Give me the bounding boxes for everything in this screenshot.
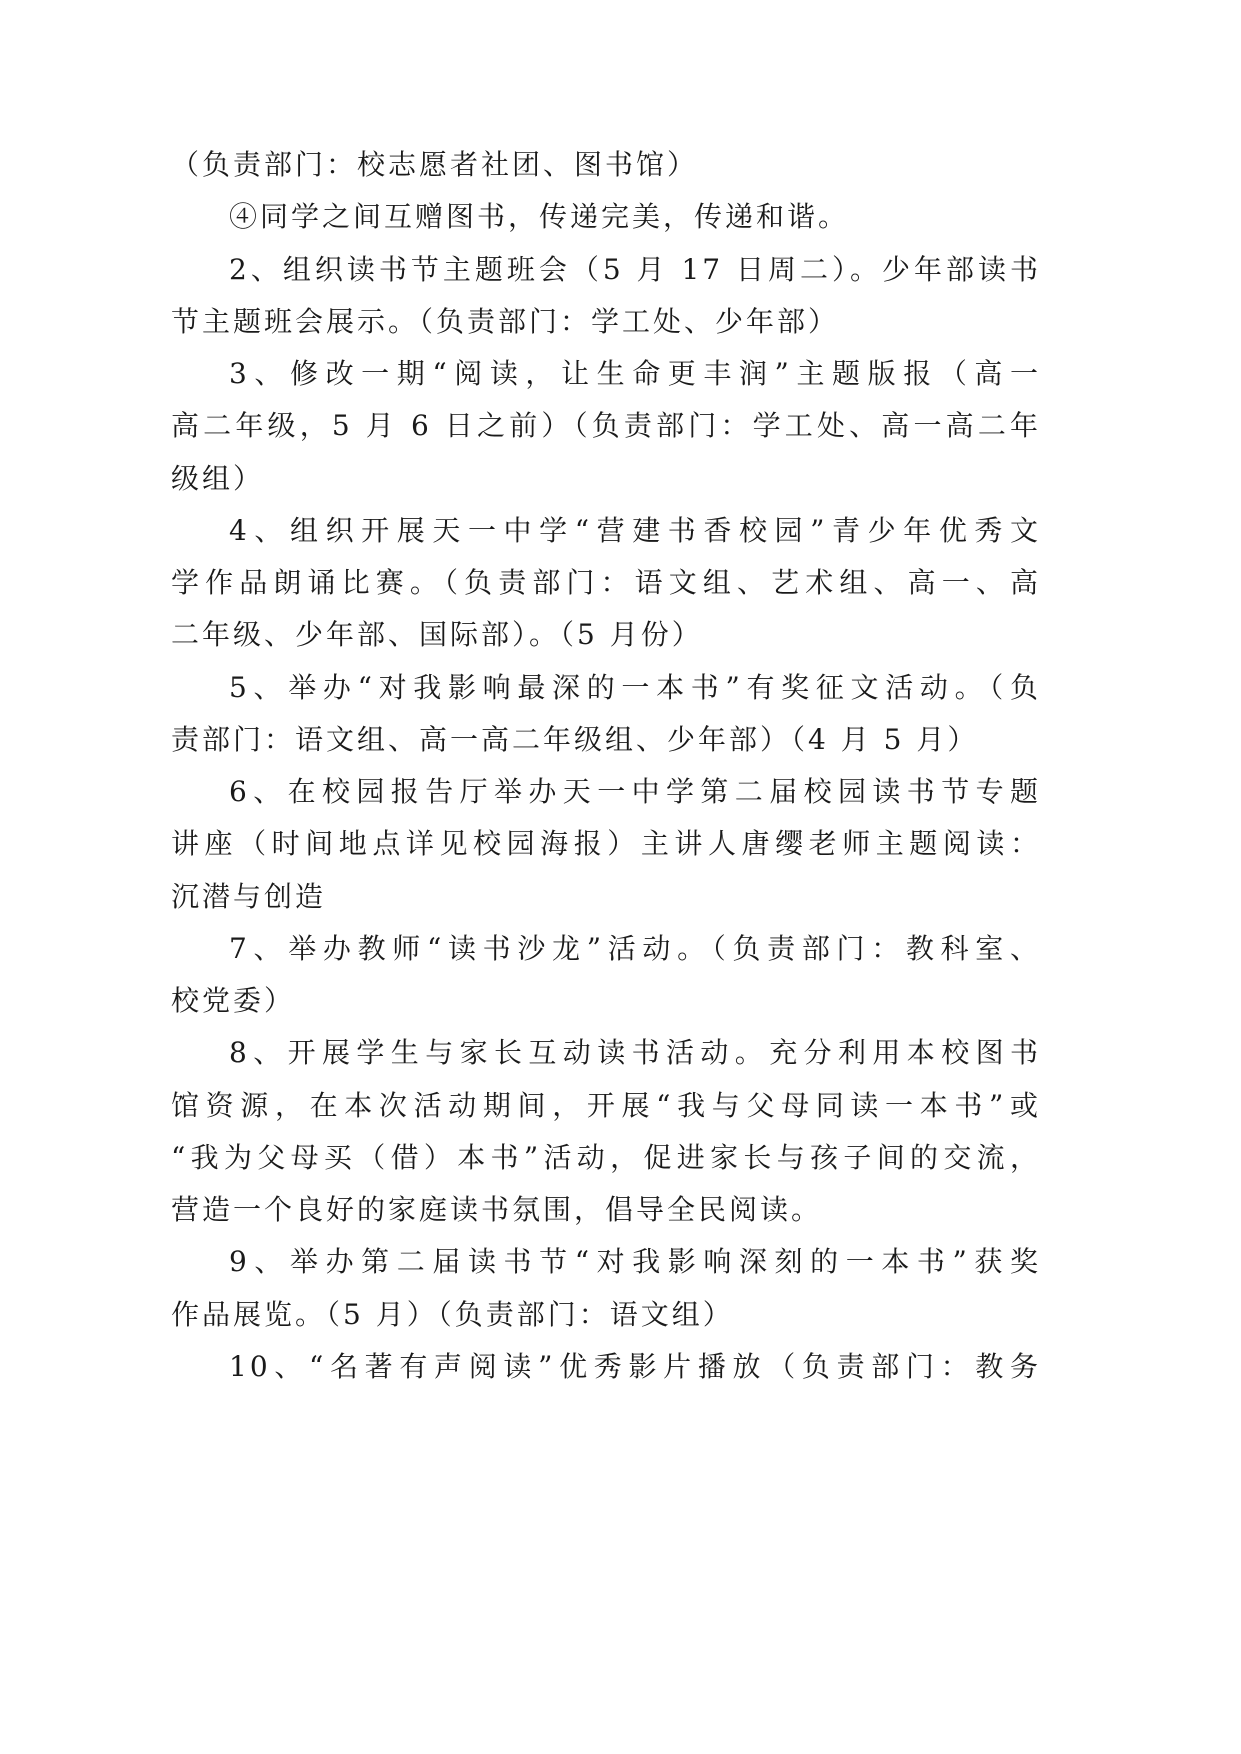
- text-line: 5、举办“对我影响最深的一本书”有奖征文活动。（负: [229, 670, 1041, 704]
- paragraph-9: [171, 1236, 1041, 1341]
- text-line: 级组）: [171, 461, 265, 495]
- text-line: 2、组织读书节主题班会（5 月 17 日周二）。少年部读书: [229, 252, 1041, 286]
- text-line: 二年级、少年部、国际部）。（5 月份）: [171, 618, 703, 652]
- paragraph-item-4: [171, 191, 1041, 243]
- paragraph-2: [171, 244, 1041, 349]
- text-line: 6、在校园报告厅举办天一中学第二届校园读书节专题: [229, 775, 1041, 808]
- text-line: （负责部门：校志愿者社团、图书馆）: [171, 148, 699, 181]
- paragraph-continuation: [171, 139, 1041, 191]
- paragraph-5: [171, 662, 1041, 767]
- text-line: 馆资源，在本次活动期间，开展“我与父母同读一本书”或: [171, 1088, 1041, 1122]
- text-line: 9、举办第二届读书节“对我影响深刻的一本书”获奖: [229, 1245, 1041, 1279]
- text-line: 作品展览。（5 月）（负责部门：语文组）: [171, 1297, 734, 1331]
- text-line: 10、“名著有声阅读”优秀影片播放（负责部门：教务: [229, 1349, 1041, 1383]
- text-line: 学作品朗诵比赛。（负责部门：语文组、艺术组、高一、高: [171, 566, 1041, 599]
- text-line: 责部门：语文组、高一高二年级组、少年部）（4 月 5 月）: [171, 722, 979, 756]
- text-line: 3、修改一期“阅读，让生命更丰润”主题版报（高一: [229, 357, 1041, 390]
- text-line: 高二年级，5 月 6 日之前）（负责部门：学工处、高一高二年: [171, 409, 1041, 443]
- paragraph-4: [171, 505, 1041, 662]
- text-line: 讲座（时间地点详见校园海报）主讲人唐缨老师主题阅读：: [171, 827, 1041, 861]
- text-line: 7、举办教师“读书沙龙”活动。（负责部门：教科室、: [229, 931, 1041, 965]
- paragraph-7: [171, 923, 1041, 1028]
- text-line: “我为父母买（借）本书”活动，促进家长与孩子间的交流，: [171, 1140, 1041, 1174]
- text-line: 校党委）: [171, 984, 296, 1017]
- document-body: [171, 139, 1041, 1393]
- text-line: ④同学之间互赠图书，传递完美，传递和谐。: [229, 200, 850, 234]
- paragraph-6: [171, 766, 1041, 923]
- text-line: 沉潜与创造: [171, 879, 327, 913]
- text-line: 营造一个良好的家庭读书氛围，倡导全民阅读。: [171, 1193, 823, 1226]
- paragraph-10: [171, 1341, 1041, 1393]
- text-line: 8、开展学生与家长互动读书活动。充分利用本校图书: [229, 1036, 1041, 1070]
- text-line: 节主题班会展示。（负责部门：学工处、少年部）: [171, 304, 840, 338]
- text-line: 4、组织开展天一中学“营建书香校园”青少年优秀文: [229, 513, 1041, 547]
- paragraph-8: [171, 1027, 1041, 1236]
- paragraph-3: [171, 348, 1041, 505]
